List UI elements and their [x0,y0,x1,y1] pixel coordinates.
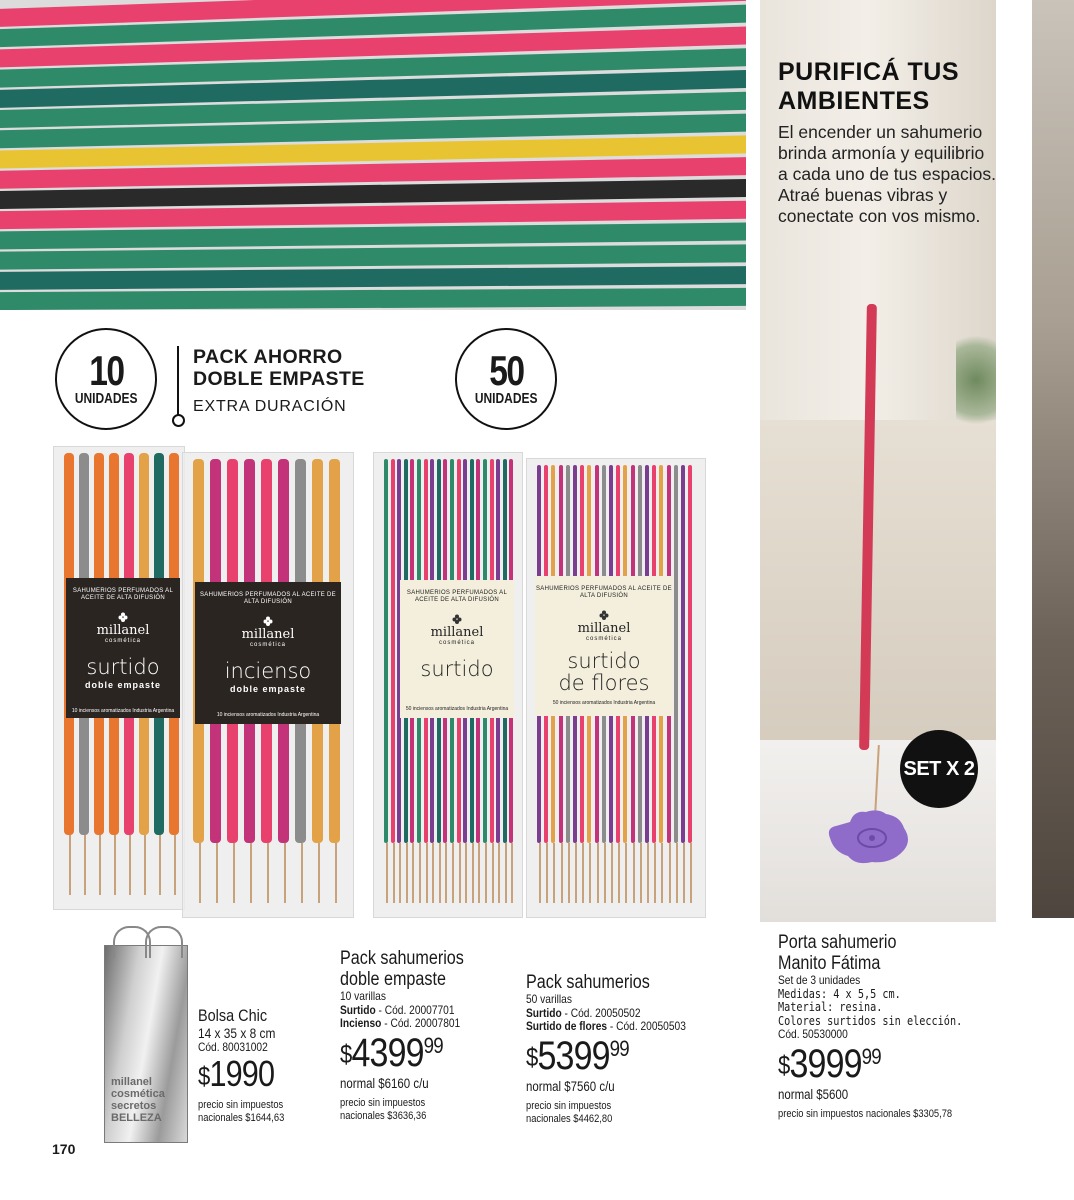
pack-incense-wick [459,843,461,903]
pack-incense-wick [335,843,337,903]
pack-incense-wick [452,843,454,903]
label-brand: millanel [577,621,631,636]
hero-incense-photo [0,0,746,310]
label-double: doble empaste [84,680,162,690]
pack-incense-wick [199,843,201,903]
label-tagline: SAHUMERIOS PERFUMADOS AL ACEITE DE ALTA DIFUSIÓN [72,588,174,601]
pack-incense-wick [472,843,474,903]
tax-line: precio sin impuestos nacionales $3305,78 [778,1107,953,1120]
variant1-code: - Cód. 20050502 [561,1005,641,1020]
variant1-name: Surtido [340,1002,376,1017]
detail1: Set de 3 unidades [778,973,861,987]
pack-incense-wick [301,843,303,903]
pack-incense-wick [432,843,434,903]
label-incienso-10 [195,582,341,724]
pack-incense-wick [445,843,447,903]
pack-incense-wick [99,835,101,895]
pack-incense-wick [233,843,235,903]
product-price [198,1053,284,1095]
pack-incense-wick [539,843,541,903]
product-name: Pack sahumerios [526,972,650,993]
pack-incense-wick [647,843,649,903]
plant-shape [956,320,996,440]
product-size: 14 x 35 x 8 cm [198,1025,276,1041]
flower-logo-icon [599,610,609,620]
product-name-line1: Porta sahumerio [778,932,897,953]
pack-incense-wick [216,843,218,903]
label-flores-50 [535,576,673,716]
pack-incense-wick [114,835,116,895]
pack-incense-wick [683,843,685,903]
label-brand-sub: cosmética [585,636,622,642]
pin-divider [177,346,179,416]
pack-incense-wick [465,843,467,903]
variant2-name: Incienso [340,1016,382,1030]
price-main: 5399 [537,1033,610,1078]
pack-incense-wick [144,835,146,895]
pack-incense-wick [589,843,591,903]
page-number: 170 [52,1141,76,1157]
ten-units-badge [55,328,157,430]
pack-incense-wick [318,843,320,903]
pack-incense-wick [399,843,401,903]
label-tagline: SAHUMERIOS PERFUMADOS AL ACEITE DE ALTA DIFUSIÓN [199,592,336,605]
price-main: 1990 [209,1052,275,1094]
tax-line1: precio sin impuestos [340,1096,426,1109]
flower-logo-icon [263,616,273,626]
gift-bag-image [104,945,188,1143]
price-main: 3999 [789,1041,862,1086]
pack-incense-wick [419,843,421,903]
pack-incense-stick [688,465,692,843]
pack-incense-wick [478,843,480,903]
bag-print-text: millanel cosmética secretos BELLEZA [111,1076,165,1124]
pack-incense-wick [575,843,577,903]
product-code: Cód. 50530000 [778,1027,848,1041]
product-pack-50 [526,972,686,1126]
pack-incense-wick [690,843,692,903]
detail2: Medidas: 4 x 5,5 cm. [778,986,901,1001]
pack-incense-wick [597,843,599,903]
product-name-line2: doble empaste [340,969,446,990]
product-name-line2: Manito Fátima [778,953,881,974]
ten-number: 10 [88,347,124,394]
hero-incense-stick [0,288,746,310]
label-double: doble empaste [229,684,307,694]
label-foot: 50 inciensos aromatizados Industria Argentina [405,706,509,712]
pack-incense-wick [633,843,635,903]
product-name-line1: Pack sahumerios [340,948,464,969]
pack-incense-wick [412,843,414,903]
pack-incense-wick [561,843,563,903]
label-surtido-50 [400,580,514,718]
label-brand: millanel [430,625,484,640]
pack-incense-wick [439,843,441,903]
label-variant-2: de flores [558,671,650,695]
pack-heading-line2: DOBLE EMPASTE [193,368,365,390]
hero-incense-stick [0,266,746,290]
price-currency: $ [340,1038,352,1069]
label-brand-sub: cosmética [249,642,286,648]
label-tagline: SAHUMERIOS PERFUMADOS AL ACEITE DE ALTA DIFUSIÓN [406,590,508,603]
product-price [526,1034,686,1079]
promo-text: El encender un sahumerio brinda armonía y equilibrio a cada uno de tus espacios. Atraé buenas vibras y conectate con vos mismo. [778,122,996,226]
pack-incense-wick [553,843,555,903]
fifty-number: 50 [488,347,524,394]
tax-line2: nacionales $4462,80 [526,1112,613,1125]
product-price [778,1042,962,1087]
product-bolsa [198,1006,284,1125]
variant1-name: Surtido [526,1005,562,1020]
price-cents: 99 [861,1043,881,1069]
label-foot: 10 inciensos aromatizados Industria Argentina [71,708,175,714]
pack-incense-wick [492,843,494,903]
pack-incense-wick [611,843,613,903]
pack-incense-wick [159,835,161,895]
bag-handle [145,926,183,958]
tax-line1: precio sin impuestos [198,1098,284,1111]
pack-incense-wick [669,843,671,903]
variant2-name: Surtido de flores [526,1019,608,1033]
pack-incense-wick [129,835,131,895]
label-variant: surtido [567,649,641,673]
hamsa-holder-icon [820,800,920,870]
pack-incense-wick [426,843,428,903]
ten-unit: UNIDADES [74,390,138,407]
price-main: 4399 [351,1030,424,1075]
pack-incense-wick [568,843,570,903]
pack-incense-wick [511,843,513,903]
tax-line1: precio sin impuestos [526,1099,612,1112]
pack-heading-line1: PACK AHORRO [193,346,343,368]
pack-incense-wick [625,843,627,903]
sofa-shape [760,420,996,750]
product-pack-10 [340,948,464,1123]
tax-line2: nacionales $3636,36 [340,1109,427,1122]
pack-subtitle: EXTRA DURACIÓN [193,398,347,415]
pack-heading [193,346,365,390]
pack-incense-wick [661,843,663,903]
tax-line2: nacionales $1644,63 [198,1111,285,1124]
pack-incense-wick [582,843,584,903]
label-foot: 10 inciensos aromatizados Industria Argentina [216,712,320,718]
pack-incense-wick [498,843,500,903]
adjacent-page-edge [1032,0,1074,918]
pack-incense-wick [640,843,642,903]
product-porta [778,932,962,1121]
product-qty: 50 varillas [526,992,572,1006]
variant2-code: - Cód. 20007801 [381,1016,461,1030]
variant2-code: - Cód. 20050503 [607,1019,686,1033]
product-code: Cód. 80031002 [198,1040,268,1054]
label-variant: surtido [420,657,494,681]
pack-incense-wick [69,835,71,895]
price-currency: $ [778,1049,790,1080]
price-cents: 99 [609,1035,629,1061]
pack-incense-wick [393,843,395,903]
pack-incense-stick [681,465,685,843]
flower-logo-icon [118,612,128,622]
pack-incense-wick [604,843,606,903]
pack-incense-wick [485,843,487,903]
pack-incense-stick [391,459,395,843]
pack-incense-wick [406,843,408,903]
set-badge: SET X 2 [900,730,978,808]
pack-incense-wick [546,843,548,903]
label-variant: incienso [224,659,312,683]
pack-incense-wick [618,843,620,903]
product-name: Bolsa Chic [198,1006,268,1025]
pack-incense-wick [250,843,252,903]
price-cents: 99 [423,1032,443,1058]
fifty-unit: UNIDADES [474,390,538,407]
pack-incense-wick [84,835,86,895]
normal-price: normal $7560 c/u [526,1078,615,1094]
pack-incense-wick [267,843,269,903]
pack-incense-stick [384,459,388,843]
pack-incense-wick [654,843,656,903]
detail3: Material: resina. [778,1000,883,1014]
pack-incense-wick [174,835,176,895]
label-brand: millanel [241,627,295,642]
fifty-units-badge [455,328,557,430]
label-brand-sub: cosmética [438,640,475,646]
pin-dot [172,414,185,427]
label-variant: surtido [86,655,160,679]
flower-logo-icon [452,614,462,624]
pack-incense-wick [386,843,388,903]
product-qty: 10 varillas [340,989,386,1003]
promo-title: PURIFICÁ TUS AMBIENTES [778,58,959,115]
pack-incense-wick [676,843,678,903]
label-tagline: SAHUMERIOS PERFUMADOS AL ACEITE DE ALTA DIFUSIÓN [535,586,672,599]
price-currency: $ [198,1060,210,1091]
label-foot: 50 inciensos aromatizados Industria Argentina [552,700,656,706]
label-surtido-10 [66,578,180,718]
product-price [340,1031,464,1076]
pack-incense-wick [505,843,507,903]
normal-price: normal $6160 c/u [340,1075,429,1091]
variant1-code: - Cód. 20007701 [375,1002,455,1017]
price-currency: $ [526,1041,538,1072]
pack-incense-wick [284,843,286,903]
pack-incense-stick [674,465,678,843]
label-brand-sub: cosmética [104,638,141,644]
label-brand: millanel [96,623,150,638]
detail4: Colores surtidos sin elección. [778,1013,963,1028]
normal-price: normal $5600 [778,1086,849,1102]
